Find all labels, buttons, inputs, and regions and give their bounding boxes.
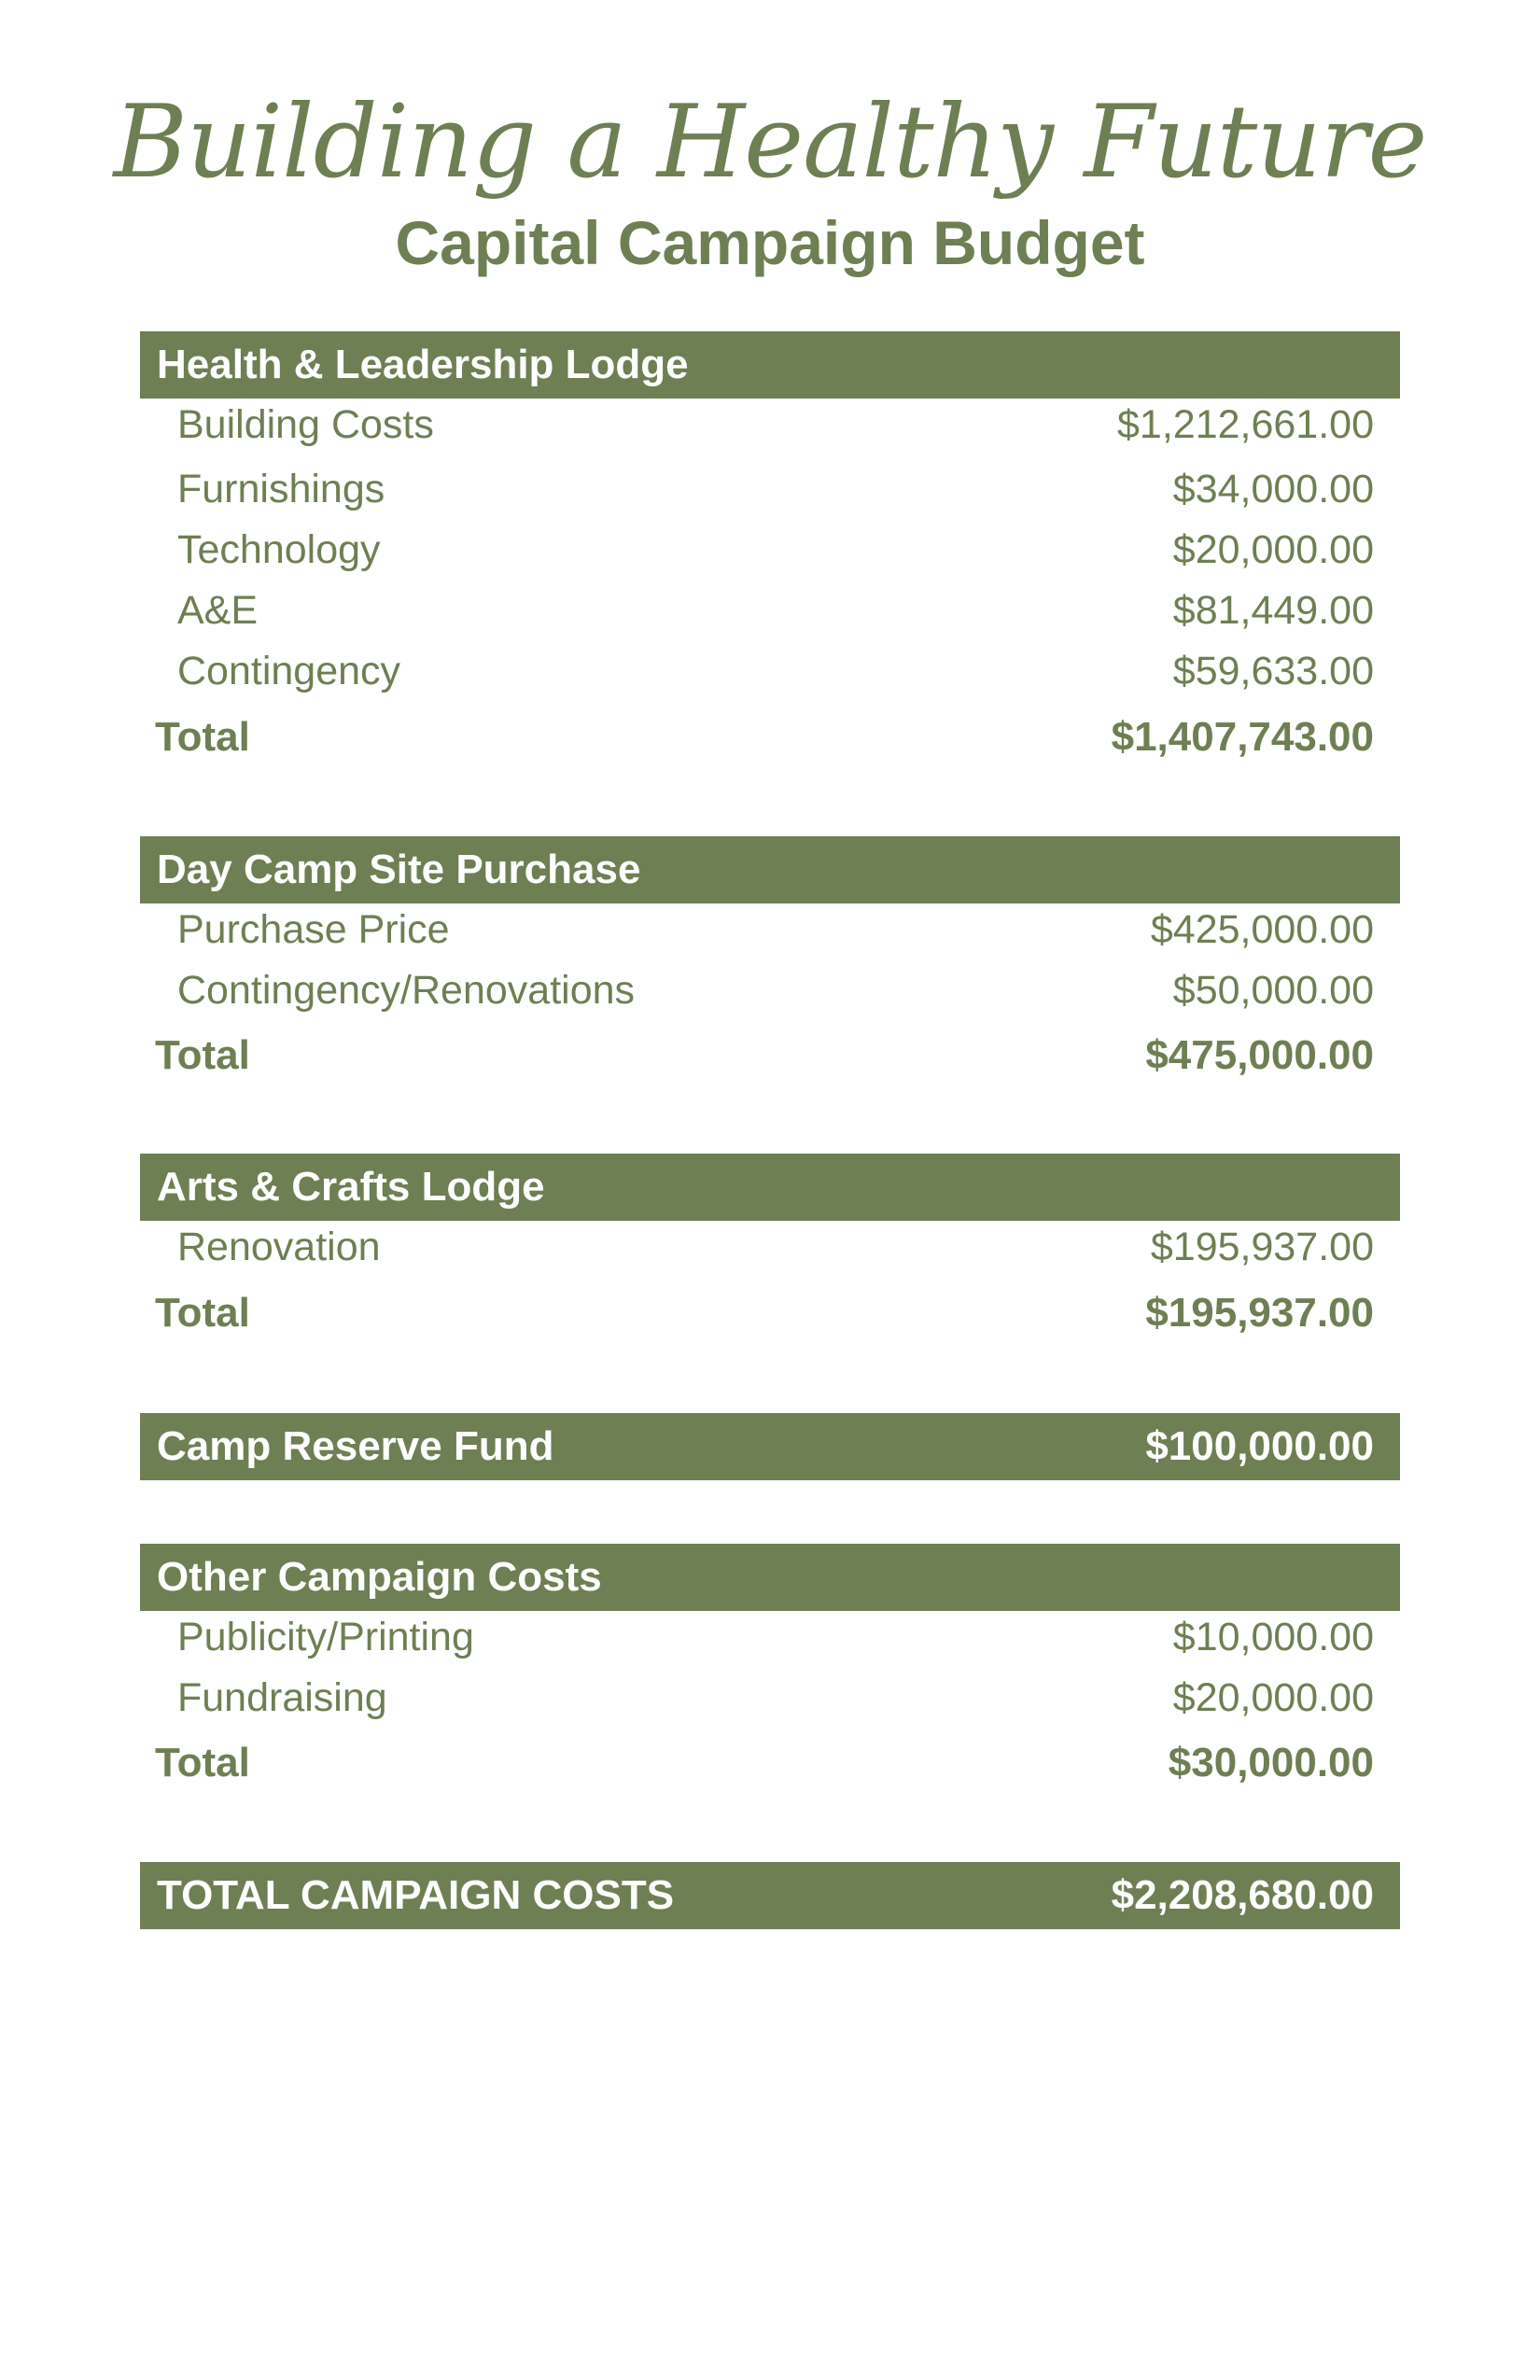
section-header-reserve-fund [140,1413,1400,1480]
item-label: Contingency [177,648,401,693]
total-label: Total [155,1740,250,1785]
item-label: Fundraising [177,1674,387,1720]
page-subtitle: Capital Campaign Budget [395,208,1145,277]
page-title: Building a Healthy Future [113,84,1427,201]
item-amount: $425,000.00 [1150,906,1374,952]
item-amount: $195,937.00 [1150,1224,1374,1269]
budget-row [140,522,1400,578]
grand-total-label: TOTAL CAMPAIGN COSTS [157,1872,675,1918]
item-amount: $1,212,661.00 [1117,401,1374,447]
item-amount: $59,633.00 [1172,648,1374,693]
item-label: Technology [177,526,381,572]
item-label: Renovation [177,1224,381,1269]
section-header-day-camp [140,836,1400,903]
budget-row [140,643,1400,699]
section-total-row [140,1735,1400,1791]
section-title: Day Camp Site Purchase [157,847,641,892]
item-label: Furnishings [177,466,385,511]
total-label: Total [155,1032,250,1078]
item-amount: $34,000.00 [1172,466,1374,511]
total-amount: $1,407,743.00 [1111,714,1374,760]
section-header-health-lodge [140,331,1400,399]
budget-row [140,461,1400,517]
section-total-row [140,1285,1400,1341]
budget-row [140,1609,1400,1665]
total-amount: $30,000.00 [1168,1740,1374,1785]
item-label: Publicity/Printing [177,1614,474,1659]
total-amount: $195,937.00 [1145,1290,1374,1336]
item-amount: $20,000.00 [1172,526,1374,572]
section-title: Camp Reserve Fund [157,1423,554,1469]
budget-row [140,1670,1400,1726]
item-amount: $10,000.00 [1172,1614,1374,1659]
section-total-row [140,709,1400,765]
budget-row [140,902,1400,958]
item-amount: $50,000.00 [1172,967,1374,1013]
section-title: Arts & Crafts Lodge [157,1164,545,1210]
grand-total-bar [140,1862,1400,1929]
total-amount: $475,000.00 [1145,1032,1374,1078]
section-header-other-costs [140,1544,1400,1611]
budget-row [140,397,1400,453]
item-label: Contingency/Renovations [177,967,636,1013]
section-header-arts-crafts [140,1154,1400,1221]
total-label: Total [155,1290,250,1336]
item-label: Building Costs [177,401,434,447]
item-amount: $81,449.00 [1172,587,1374,633]
grand-total-amount: $2,208,680.00 [1111,1872,1374,1918]
budget-row [140,582,1400,638]
section-total-row [140,1028,1400,1084]
item-label: Purchase Price [177,906,450,952]
item-label: A&E [177,587,259,633]
item-amount: $20,000.00 [1172,1674,1374,1720]
budget-row [140,1219,1400,1275]
budget-row [140,962,1400,1018]
reserve-amount: $100,000.00 [1145,1423,1374,1469]
total-label: Total [155,714,250,760]
section-title: Health & Leadership Lodge [157,342,689,387]
section-title: Other Campaign Costs [157,1554,602,1600]
